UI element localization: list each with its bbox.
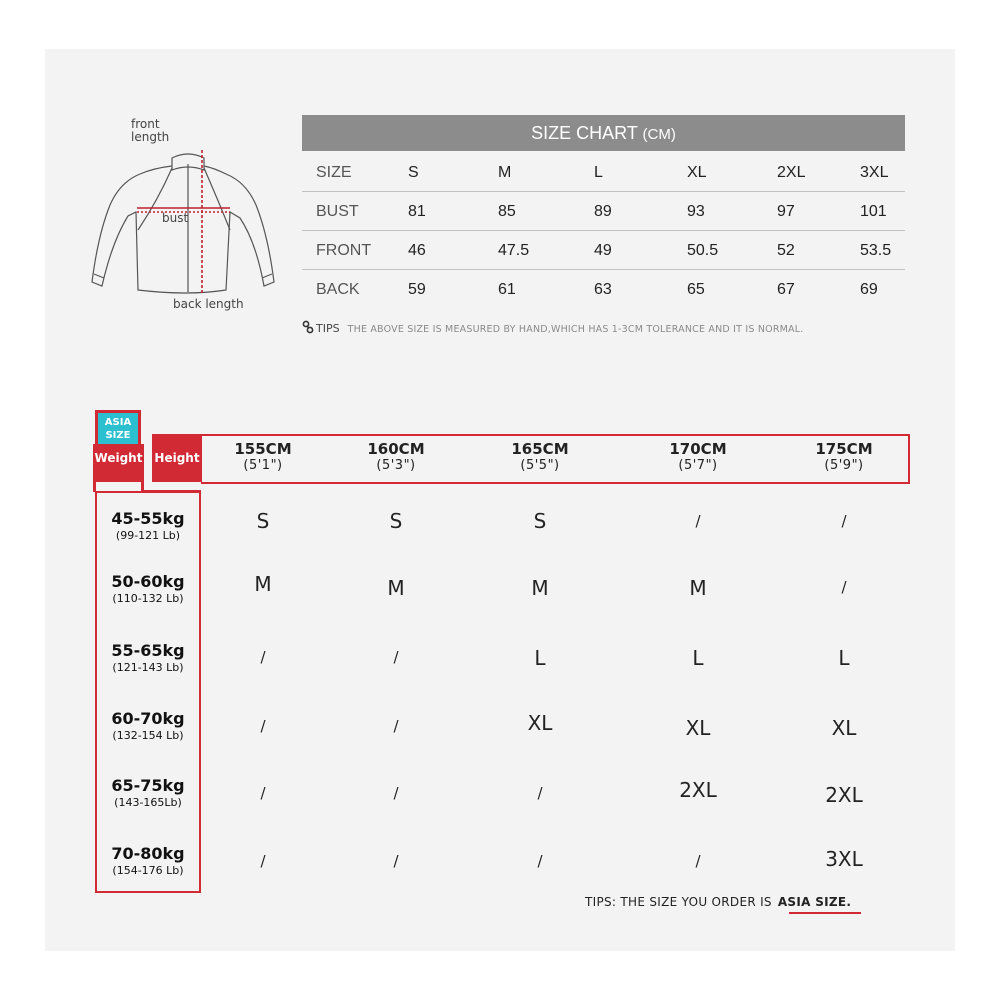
- weight-row-label: [97, 572, 199, 605]
- weight-kg: 70-80kg: [111, 844, 185, 863]
- size-cell: /: [841, 512, 847, 530]
- size-chart-cell: 97: [777, 203, 795, 220]
- size-cell: /: [695, 512, 701, 530]
- size-cell: /: [260, 852, 266, 870]
- size-cell: M: [689, 576, 707, 600]
- weight-kg: 45-55kg: [111, 509, 185, 528]
- size-chart-header-row: [302, 153, 905, 192]
- weight-lb: (154-176 Lb): [112, 864, 184, 877]
- height-column-170: [638, 440, 758, 473]
- badge-line1: ASIA: [104, 417, 132, 428]
- size-chart-col-header: SIZE: [316, 164, 352, 181]
- weight-row-label: [97, 776, 199, 809]
- link-icon: [302, 320, 314, 334]
- size-chart-row-front: [302, 231, 905, 270]
- size-chart-title: [302, 115, 905, 151]
- size-chart-row-label: BACK: [316, 281, 360, 298]
- size-chart-col-header: 2XL: [777, 164, 806, 181]
- size-cell: /: [695, 852, 701, 870]
- weight-header: Weight: [93, 444, 144, 482]
- tips-label: TIPS: [316, 322, 340, 335]
- size-cell: L: [838, 646, 850, 670]
- size-cell: 2XL: [679, 778, 717, 802]
- size-chart-row-label: FRONT: [316, 242, 372, 259]
- size-cell: /: [393, 852, 399, 870]
- measurement-tips: [302, 318, 803, 336]
- tips2-emphasis: ASIA SIZE.: [777, 895, 852, 909]
- weight-row-label: [97, 709, 199, 742]
- tips-text: THE ABOVE SIZE IS MEASURED BY HAND,WHICH HAS 1-3CM TOLERANCE AND IT IS NORMAL.: [347, 324, 804, 335]
- size-chart-cell: 65: [687, 281, 705, 298]
- asia-size-badge: [95, 410, 141, 448]
- height-column-175: [784, 440, 904, 473]
- size-cell: XL: [527, 711, 553, 735]
- size-cell: /: [537, 852, 543, 870]
- size-cell: S: [389, 509, 403, 533]
- size-cell: /: [260, 648, 266, 666]
- size-chart-cell: 63: [594, 281, 612, 298]
- size-cell: M: [531, 576, 549, 600]
- height-column-165: [480, 440, 600, 473]
- height-ft: (5'5"): [520, 458, 560, 473]
- bust-label: bust: [162, 211, 189, 225]
- weight-lb: (121-143 Lb): [112, 661, 184, 674]
- size-cell: /: [537, 784, 543, 802]
- badge-line2: SIZE: [105, 430, 131, 441]
- size-chart-cell: 81: [408, 203, 426, 220]
- weight-lb: (110-132 Lb): [112, 592, 184, 605]
- front-length-label: front length: [131, 117, 170, 144]
- size-cell: L: [534, 646, 546, 670]
- size-chart-cell: 69: [860, 281, 878, 298]
- size-chart-cell: 93: [687, 203, 705, 220]
- emphasis-underline: [789, 912, 861, 914]
- size-chart-col-header: L: [594, 164, 603, 181]
- size-cell: /: [841, 578, 847, 596]
- size-chart-cell: 67: [777, 281, 795, 298]
- height-ft: (5'1"): [243, 458, 283, 473]
- size-chart-cell: 61: [498, 281, 516, 298]
- size-cell: /: [393, 648, 399, 666]
- weight-row-label: [97, 844, 199, 877]
- weight-lb: (132-154 Lb): [112, 729, 184, 742]
- size-cell: XL: [831, 716, 857, 740]
- height-header: Height: [152, 434, 202, 482]
- size-chart-cell: 59: [408, 281, 426, 298]
- height-cm: 175CM: [815, 440, 873, 458]
- size-cell: L: [692, 646, 704, 670]
- size-cell: M: [254, 572, 272, 596]
- tips2-prefix: TIPS: THE SIZE YOU ORDER IS: [585, 895, 772, 909]
- size-chart-cell: 49: [594, 242, 612, 259]
- size-chart-cell: 85: [498, 203, 516, 220]
- weight-row-label: [97, 641, 199, 674]
- weight-column-frame: [95, 491, 201, 893]
- size-cell: 2XL: [825, 783, 863, 807]
- size-chart-row-bust: [302, 192, 905, 231]
- size-cell: S: [533, 509, 547, 533]
- size-chart-cell: 89: [594, 203, 612, 220]
- asia-size-tips: [585, 895, 851, 913]
- size-chart-cell: 52: [777, 242, 795, 259]
- height-cm: 170CM: [669, 440, 727, 458]
- size-chart-cell: 50.5: [687, 242, 719, 259]
- size-chart-row-label: BUST: [316, 203, 359, 220]
- size-cell: 3XL: [825, 847, 863, 871]
- size-cell: XL: [685, 716, 711, 740]
- size-chart-unit: (CM): [642, 126, 676, 143]
- size-chart-col-header: M: [498, 164, 512, 181]
- height-ft: (5'9"): [824, 458, 864, 473]
- weight-lb: (99-121 Lb): [115, 529, 181, 542]
- size-chart-title-text: SIZE CHART: [531, 123, 638, 143]
- size-cell: /: [260, 784, 266, 802]
- size-chart-cell: 101: [860, 203, 887, 220]
- size-chart-row-back: [302, 270, 905, 308]
- height-ft: (5'7"): [678, 458, 718, 473]
- size-chart-col-header: XL: [687, 164, 707, 181]
- size-chart-col-header: S: [408, 164, 419, 181]
- size-chart-cell: 46: [408, 242, 426, 259]
- back-length-label: back length: [173, 297, 244, 311]
- height-column-160: [336, 440, 456, 473]
- size-chart-col-header: 3XL: [860, 164, 889, 181]
- size-cell: /: [393, 717, 399, 735]
- height-cm: 165CM: [511, 440, 569, 458]
- weight-kg: 55-65kg: [111, 641, 185, 660]
- weight-lb: (143-165Lb): [114, 796, 182, 809]
- size-cell: /: [260, 717, 266, 735]
- height-ft: (5'3"): [376, 458, 416, 473]
- height-cm: 160CM: [367, 440, 425, 458]
- size-chart-cell: 47.5: [498, 242, 530, 259]
- weight-kg: 60-70kg: [111, 709, 185, 728]
- size-chart-cell: 53.5: [860, 242, 892, 259]
- weight-kg: 50-60kg: [111, 572, 185, 591]
- size-cell: /: [393, 784, 399, 802]
- weight-row-label: [97, 509, 199, 542]
- height-column-155: [203, 440, 323, 473]
- height-cm: 155CM: [234, 440, 292, 458]
- size-cell: M: [387, 576, 405, 600]
- weight-kg: 65-75kg: [111, 776, 185, 795]
- size-cell: S: [256, 509, 270, 533]
